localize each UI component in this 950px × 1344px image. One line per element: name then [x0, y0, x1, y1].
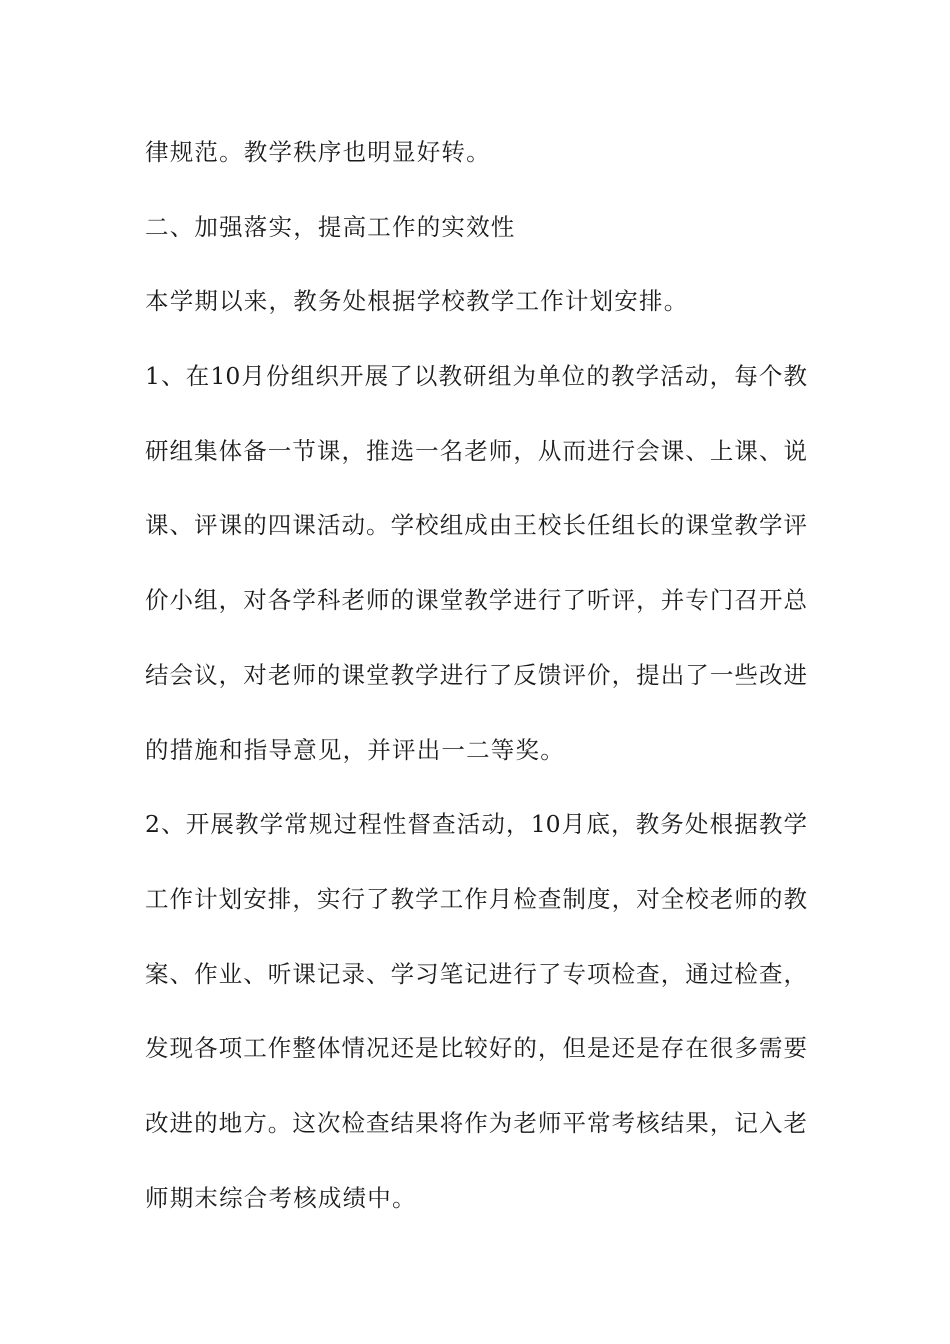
text-line: 1、在10月份组织开展了以教研组为单位的教学活动，每个教 — [145, 362, 807, 391]
text-line: 发现各项工作整体情况还是比较好的，但是还是存在很多需要 — [145, 1034, 807, 1063]
text-line: 改进的地方。这次检查结果将作为老师平常考核结果，记入老 — [145, 1108, 807, 1137]
text-line: 价小组，对各学科老师的课堂教学进行了听评，并专门召开总 — [145, 586, 807, 615]
text-line: 研组集体备一节课，推选一名老师，从而进行会课、上课、说 — [145, 436, 807, 465]
document-body — [145, 130, 807, 1250]
text-line: 案、作业、听课记录、学习笔记进行了专项检查，通过检查， — [145, 959, 807, 988]
text-line: 课、评课的四课活动。学校组成由王校长任组长的课堂教学评 — [145, 511, 807, 540]
text-line: 师期末综合考核成绩中。 — [145, 1183, 417, 1212]
text-line: 的措施和指导意见，并评出一二等奖。 — [145, 735, 565, 764]
text-line: 结会议，对老师的课堂教学进行了反馈评价，提出了一些改进 — [145, 660, 807, 689]
text-line: 本学期以来，教务处根据学校教学工作计划安排。 — [145, 287, 689, 316]
text-line: 2、开展教学常规过程性督查活动，10月底，教务处根据教学 — [145, 810, 807, 839]
text-line: 工作计划安排，实行了教学工作月检查制度，对全校老师的教 — [145, 884, 807, 913]
section-heading: 二、加强落实，提高工作的实效性 — [145, 212, 516, 241]
text-line: 律规范。教学秩序也明显好转。 — [145, 138, 491, 166]
